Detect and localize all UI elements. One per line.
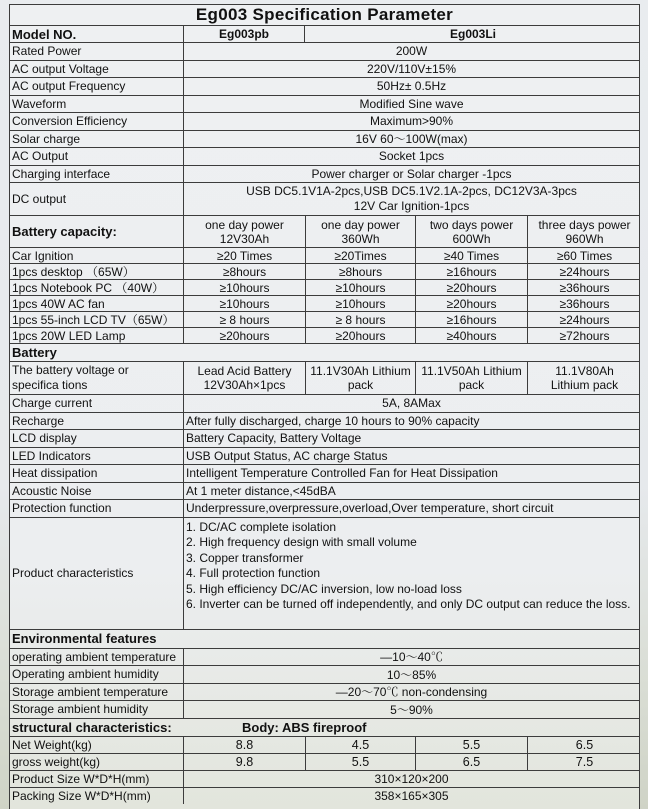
capacity-label: Battery capacity: — [10, 216, 184, 247]
spec-row — [10, 60, 639, 78]
characteristic-item: 3. Copper transformer — [186, 550, 304, 565]
env-row — [10, 700, 639, 718]
capacity-col-1 — [184, 216, 305, 247]
battery-section-row — [10, 343, 639, 361]
capacity-h3b: 600Wh — [452, 231, 491, 246]
product-characteristics-list — [184, 518, 639, 629]
capacity-cell: ≥20hours — [415, 296, 527, 311]
spec-label: Protection function — [10, 500, 184, 517]
capacity-row-label: Car Ignition — [10, 248, 184, 263]
capacity-row-label: 1pcs 55-inch LCD TV（65W） — [10, 312, 184, 327]
spec-label: Waveform — [10, 96, 184, 113]
env-label: Operating ambient humidity — [10, 666, 184, 683]
dc-output-row — [10, 182, 639, 215]
env-value: 5～90% — [390, 702, 433, 717]
env-label: Storage ambient temperature — [10, 684, 184, 701]
capacity-h1a: one day power — [205, 217, 284, 232]
bv-2a: 11.1V30Ah Lithium — [310, 364, 411, 378]
capacity-cell: ≥8hours — [305, 264, 415, 279]
spec-row — [10, 77, 639, 95]
bv-3a: 11.1V50Ah Lithium — [421, 364, 522, 378]
structural-row — [10, 718, 639, 736]
capacity-h1b: 12V30Ah — [219, 231, 270, 246]
env-label: Storage ambient humidity — [10, 701, 184, 718]
characteristic-item: 6. Inverter can be turned off independently, and only DC output can reduce the loss. — [186, 597, 631, 612]
capacity-cell: ≥40 Times — [415, 248, 527, 263]
characteristic-item: 2. High frequency design with small volume — [186, 535, 417, 550]
env-row — [10, 683, 639, 701]
net-weight-cell: 5.5 — [415, 737, 527, 753]
spec-value: After fully discharged, charge 10 hours to 90% capacity — [186, 413, 480, 428]
battery-voltage-row — [10, 361, 639, 394]
battery-voltage-cell — [527, 362, 640, 394]
capacity-cell: ≥36hours — [527, 280, 640, 295]
spec-row — [10, 482, 639, 500]
characteristic-item: 5. High efficiency DC/AC inversion, low no-load loss — [186, 581, 462, 596]
spec-label: Solar charge — [10, 131, 184, 148]
bv-1b: 12V30Ah×1pcs — [203, 378, 286, 392]
capacity-row-label: 1pcs 20W LED Lamp — [10, 328, 184, 343]
capacity-header-row — [10, 215, 639, 247]
bv-2b: pack — [347, 378, 374, 392]
capacity-cell: ≥ 8 hours — [305, 312, 415, 327]
dc-output-label: DC output — [10, 183, 184, 215]
capacity-row-label: 1pcs Notebook PC （40W） — [10, 280, 184, 295]
capacity-h2b: 360Wh — [341, 231, 380, 246]
capacity-row-label: 1pcs 40W AC fan — [10, 296, 184, 311]
battery-voltage-label-1: The battery voltage or — [12, 363, 129, 377]
spec-row — [10, 112, 639, 130]
capacity-cell: ≥20hours — [305, 328, 415, 343]
spec-row — [10, 42, 639, 60]
capacity-row — [10, 279, 639, 295]
spec-value: 16V 60～100W(max) — [355, 132, 468, 147]
battery-section-title: Battery — [12, 345, 57, 360]
spec-value: 50Hz± 0.5Hz — [376, 79, 447, 94]
characteristic-item: 4. Full protection function — [186, 566, 321, 581]
capacity-row-label: 1pcs desktop （65W） — [10, 264, 184, 279]
spec-value: 5A, 8AMax — [382, 396, 441, 411]
capacity-col-4 — [527, 216, 640, 247]
env-value: 10～85% — [386, 667, 437, 682]
battery-voltage-label-2: specifica tions — [12, 378, 88, 392]
env-row — [10, 648, 639, 666]
battery-voltage-label — [10, 362, 184, 394]
capacity-cell: ≥10hours — [219, 296, 270, 311]
gross-weight-cell: 5.5 — [305, 754, 415, 770]
structural-label: structural characteristics: — [12, 719, 172, 735]
spec-label: AC output Frequency — [10, 78, 184, 95]
spec-row — [10, 464, 639, 482]
env-value: —20～70℃ non-condensing — [335, 685, 488, 700]
spec-value: Modified Sine wave — [359, 96, 464, 111]
spec-label: AC output Voltage — [10, 61, 184, 78]
capacity-h2a: one day power — [321, 217, 400, 232]
spec-row — [10, 130, 639, 148]
dc-output-value — [184, 183, 639, 215]
net-weight-cell: 4.5 — [305, 737, 415, 753]
model-eg003li: Eg003Li — [449, 27, 497, 41]
spec-value: Power charger or Solar charger -1pcs — [311, 166, 512, 181]
capacity-row — [10, 327, 639, 343]
structural-body: Body: ABS fireproof — [242, 719, 367, 735]
spec-value: Battery Capacity, Battery Voltage — [186, 431, 362, 446]
battery-voltage-cell — [415, 362, 527, 394]
capacity-cell: ≥10hours — [305, 296, 415, 311]
dc-output-line2: 12V Car Ignition-1pcs — [353, 199, 470, 213]
capacity-cell: ≥20 Times — [216, 248, 273, 263]
spec-label: Recharge — [10, 413, 184, 430]
environmental-title: Environmental features — [12, 631, 157, 646]
spec-row — [10, 147, 639, 165]
spec-table — [9, 4, 640, 809]
capacity-row — [10, 295, 639, 311]
spec-label: Heat dissipation — [10, 465, 184, 482]
battery-voltage-cell — [305, 362, 415, 394]
capacity-cell: ≥8hours — [222, 264, 267, 279]
capacity-cell: ≥10hours — [305, 280, 415, 295]
spec-row — [10, 429, 639, 447]
product-size-label: Product Size W*D*H(mm) — [10, 771, 184, 787]
bv-1a: Lead Acid Battery — [197, 364, 292, 378]
characteristic-item: 1. DC/AC complete isolation — [186, 519, 337, 534]
spec-label: LED Indicators — [10, 448, 184, 465]
spec-value: 220V/110V±15% — [366, 61, 457, 76]
env-value: —10～40℃ — [380, 650, 443, 665]
spec-row — [10, 499, 639, 517]
gross-weight-label: gross weight(kg) — [10, 754, 184, 770]
net-weight-label: Net Weight(kg) — [10, 737, 184, 753]
capacity-cell: ≥16hours — [415, 264, 527, 279]
capacity-h3a: two days power — [429, 217, 514, 232]
spec-row — [10, 165, 639, 183]
spec-row — [10, 412, 639, 430]
spec-value: Underpressure,overpressure,overload,Over temperature, short circuit — [186, 501, 554, 516]
capacity-cell: ≥20hours — [219, 328, 270, 343]
env-row — [10, 665, 639, 683]
spec-label: LCD display — [10, 430, 184, 447]
gross-weight-cell: 7.5 — [527, 754, 640, 770]
spec-label: Rated Power — [10, 43, 184, 60]
capacity-h4b: 960Wh — [565, 231, 604, 246]
capacity-cell: ≥10hours — [219, 280, 270, 295]
product-size-value: 310×120×200 — [374, 771, 449, 786]
packing-size-label: Packing Size W*D*H(mm) — [10, 788, 184, 804]
gross-weight-row — [10, 753, 639, 770]
spec-row — [10, 95, 639, 113]
spec-value: Socket 1pcs — [378, 149, 445, 164]
packing-size-value: 358×165×305 — [374, 788, 449, 803]
gross-weight-cell: 6.5 — [415, 754, 527, 770]
bv-4a: 11.1V80Ah — [555, 364, 614, 378]
spec-value: Intelligent Temperature Controlled Fan for Heat Dissipation — [186, 466, 498, 481]
capacity-col-2 — [305, 216, 415, 247]
spec-label: Charge current — [10, 395, 184, 412]
dc-output-line1: USB DC5.1V1A-2pcs,USB DC5.1V2.1A-2pcs, DC12V3A-3pcs — [246, 184, 577, 198]
env-label: operating ambient temperature — [10, 649, 184, 666]
model-eg003pb: Eg003pb — [184, 26, 305, 42]
spec-value: At 1 meter distance,<45dBA — [186, 483, 336, 498]
spec-label: Conversion Efficiency — [10, 113, 184, 130]
spec-row — [10, 447, 639, 465]
packing-size-row — [10, 787, 639, 804]
spec-label: Charging interface — [10, 166, 184, 183]
spec-value: Maximum>90% — [369, 114, 454, 129]
model-row — [10, 25, 639, 42]
spec-row — [10, 394, 639, 412]
capacity-cell: ≥36hours — [527, 296, 640, 311]
gross-weight-cell: 9.8 — [235, 754, 254, 769]
model-label: Model NO. — [10, 26, 184, 42]
capacity-cell: ≥20Times — [305, 248, 415, 263]
capacity-cell: ≥24hours — [527, 312, 640, 327]
capacity-cell: ≥40hours — [415, 328, 527, 343]
capacity-col-3 — [415, 216, 527, 247]
capacity-cell: ≥72hours — [527, 328, 640, 343]
capacity-cell: ≥ 8 hours — [219, 312, 270, 327]
capacity-row — [10, 263, 639, 279]
spec-value: 200W — [395, 44, 428, 59]
capacity-row — [10, 247, 639, 263]
capacity-cell: ≥16hours — [415, 312, 527, 327]
bv-3b: pack — [458, 378, 485, 392]
net-weight-cell: 6.5 — [527, 737, 640, 753]
product-size-row — [10, 770, 639, 787]
net-weight-row — [10, 736, 639, 753]
capacity-cell: ≥60 Times — [527, 248, 640, 263]
capacity-h4a: three days power — [538, 217, 631, 232]
spec-label: Acoustic Noise — [10, 483, 184, 500]
product-characteristics-label: Product characteristics — [10, 518, 184, 629]
spec-value: USB Output Status, AC charge Status — [186, 448, 388, 463]
capacity-cell: ≥24hours — [527, 264, 640, 279]
capacity-row — [10, 311, 639, 327]
net-weight-cell: 8.8 — [235, 737, 254, 752]
capacity-cell: ≥20hours — [415, 280, 527, 295]
bv-4b: Lithium pack — [550, 378, 619, 392]
environmental-section-row — [10, 629, 639, 648]
spec-title: Eg003 Specification Parameter — [195, 5, 454, 24]
spec-label: AC Output — [10, 148, 184, 165]
battery-voltage-cell — [184, 362, 305, 394]
product-characteristics-row — [10, 517, 639, 629]
